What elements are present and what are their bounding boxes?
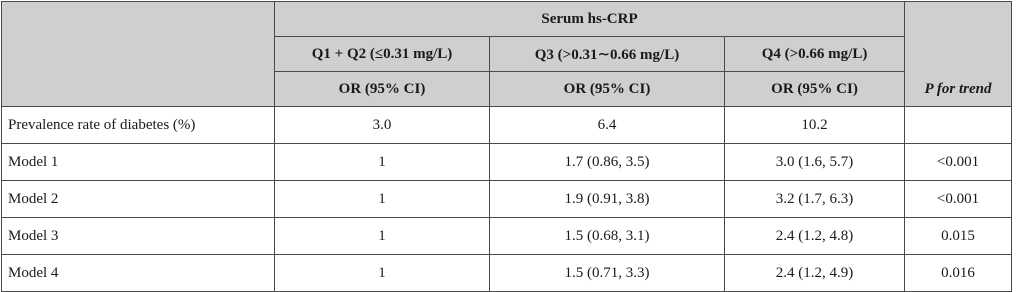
table-body [2,107,1012,292]
cell-q3: 6.4 [490,107,725,144]
cell-q1-q2: 1 [275,181,490,218]
results-table [1,1,1012,292]
cell-q4: 3.2 (1.7, 6.3) [725,181,905,218]
cell-p-trend: 0.015 [905,218,1012,255]
subheader-or-ci-q1-q2: OR (95% CI) [275,72,490,107]
cell-q3: 1.9 (0.91, 3.8) [490,181,725,218]
header-q1-q2: Q1 + Q2 (≤0.31 mg/L) [275,37,490,72]
cell-q4: 10.2 [725,107,905,144]
table-row [2,181,1012,218]
cell-q1-q2: 1 [275,255,490,292]
cell-p-trend: 0.016 [905,255,1012,292]
cell-p-trend: <0.001 [905,181,1012,218]
cell-q4: 2.4 (1.2, 4.8) [725,218,905,255]
cell-q4: 3.0 (1.6, 5.7) [725,144,905,181]
cell-q3: 1.7 (0.86, 3.5) [490,144,725,181]
table-row [2,144,1012,181]
cell-p-trend: <0.001 [905,144,1012,181]
header-q3: Q3 (>0.31∼0.66 mg/L) [490,37,725,72]
header-row-group [2,2,1012,37]
row-label: Prevalence rate of diabetes (%) [2,107,275,144]
header-p-for-trend: P for trend [905,2,1012,107]
subheader-or-ci-q3: OR (95% CI) [490,72,725,107]
cell-q4: 2.4 (1.2, 4.9) [725,255,905,292]
group-header-serum-hs-crp: Serum hs-CRP [275,2,905,37]
table-row [2,255,1012,292]
header-q4: Q4 (>0.66 mg/L) [725,37,905,72]
table-header [2,2,1012,107]
row-label: Model 2 [2,181,275,218]
cell-q3: 1.5 (0.68, 3.1) [490,218,725,255]
cell-p-trend [905,107,1012,144]
table-row [2,107,1012,144]
row-label: Model 4 [2,255,275,292]
cell-q1-q2: 3.0 [275,107,490,144]
subheader-or-ci-q4: OR (95% CI) [725,72,905,107]
header-empty-cell [2,2,275,107]
table-row [2,218,1012,255]
cell-q1-q2: 1 [275,218,490,255]
cell-q1-q2: 1 [275,144,490,181]
cell-q3: 1.5 (0.71, 3.3) [490,255,725,292]
row-label: Model 1 [2,144,275,181]
row-label: Model 3 [2,218,275,255]
